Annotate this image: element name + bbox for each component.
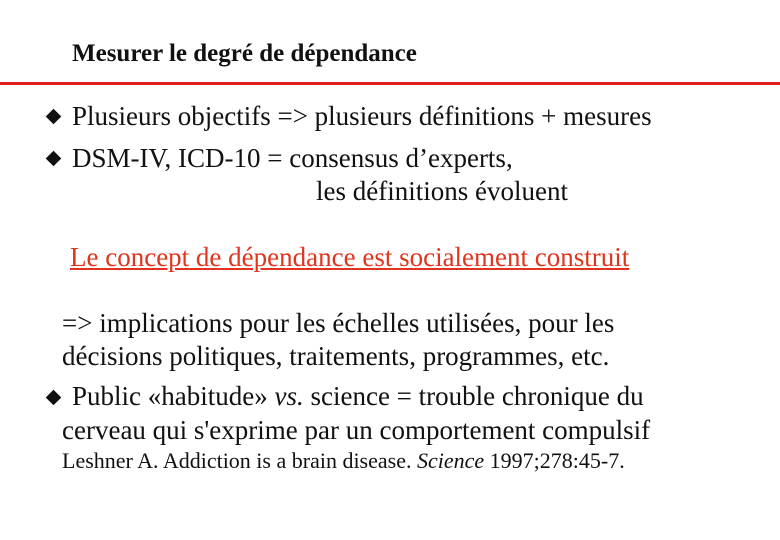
public-vs-science-line-2: cerveau qui s'exprime par un comportement compulsif (62, 415, 651, 445)
reference-journal: Science (416, 448, 485, 473)
reference-part-1: Leshner A. Addiction is a brain disease. (62, 448, 417, 473)
bullet-diamond-icon (46, 390, 62, 406)
bullet-text-2: DSM-IV, ICD-10 = consensus d’experts, (72, 143, 513, 173)
bullet-diamond-icon (46, 109, 62, 125)
reference-citation (62, 448, 625, 474)
public-part-1: Public «habitude» (72, 381, 275, 411)
slide-title: Mesurer le degré de dépendance (72, 40, 417, 67)
implications-line-2: décisions politiques, traitements, programmes, etc. (62, 341, 610, 371)
bullet-text-2-continued: les définitions évoluent (316, 176, 568, 206)
reference-part-2: 1997;278:45-7. (484, 448, 625, 473)
public-vs-science-line-1 (72, 380, 644, 412)
implications-line-1: => implications pour les échelles utilisées, pour les (62, 308, 615, 338)
bullet-text-1: Plusieurs objectifs => plusieurs définitions + mesures (72, 101, 652, 131)
public-vs: vs. (274, 381, 304, 411)
bullet-diamond-icon (46, 151, 62, 167)
highlight-statement: Le concept de dépendance est socialement construit (70, 242, 630, 272)
title-divider (0, 82, 780, 85)
public-part-2: science = trouble chronique du (303, 381, 644, 411)
